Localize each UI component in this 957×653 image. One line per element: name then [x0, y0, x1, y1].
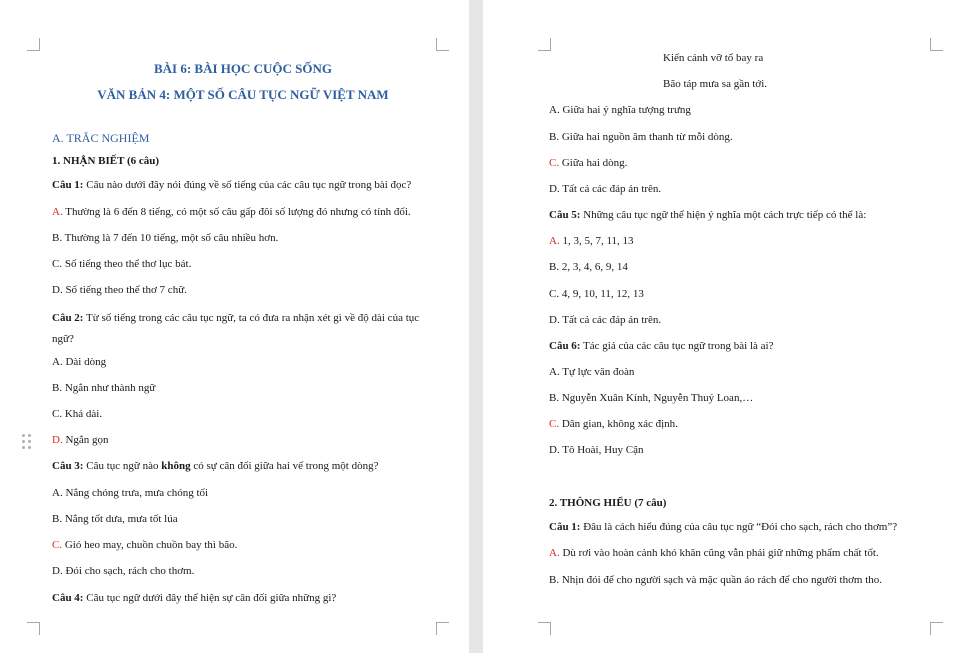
q6-option-b: B. Nguyễn Xuân Kính, Nguyễn Thuý Loan,… — [549, 392, 754, 404]
level-heading: 2. THÔNG HIỂU (7 câu) — [549, 497, 667, 509]
question-2-1 — [549, 520, 897, 534]
q5-option-c: C. 4, 9, 10, 11, 12, 13 — [549, 288, 644, 300]
q2-option-d — [52, 433, 109, 447]
question-emphasis: không — [161, 460, 191, 472]
option-text: Gió heo may, chuồn chuồn bay thì bão. — [62, 539, 238, 551]
q2-option-a: A. Dài dòng — [52, 356, 107, 368]
drag-handle-icon[interactable] — [22, 434, 32, 450]
question-1 — [52, 178, 411, 192]
option-text: Giữa hai dòng. — [559, 157, 628, 169]
option-letter: C. — [549, 157, 560, 169]
document-page-1 — [0, 0, 469, 653]
text-title: VĂN BẢN 4: MỘT SỐ CÂU TỤC NGỮ VIỆT NAM — [97, 87, 389, 102]
q4-option-d: D. Tất cả các đáp án trên. — [549, 183, 662, 195]
question-text: Tác giả của các câu tục ngữ trong bài là ai? — [580, 340, 774, 352]
level-heading: 1. NHẬN BIẾT (6 câu) — [52, 155, 160, 167]
q5-option-d: D. Tất cả các đáp án trên. — [549, 314, 662, 326]
question-text: Câu tục ngữ dưới đây thể hiện sự cân đối giữa những gì? — [83, 592, 337, 604]
question-label: Câu 1: — [52, 179, 84, 191]
crop-mark-top-right — [930, 38, 943, 51]
question-text: Từ số tiếng trong các câu tục ngữ, ta có đưa ra nhận xét gì về độ dài của tục ngữ? — [52, 312, 420, 345]
question-text: Những câu tục ngữ thể hiện ý nghĩa một cách trực tiếp có thể là: — [580, 209, 867, 221]
crop-mark-top-left — [538, 38, 551, 51]
proverb-line-2: Bão táp mưa sa gần tới. — [663, 78, 768, 90]
question-6 — [549, 339, 773, 353]
crop-mark-top-right — [436, 38, 449, 51]
q6-option-d: D. Tô Hoài, Huy Cận — [549, 444, 644, 456]
option-text: Ngắn gọn — [62, 434, 109, 446]
q1-option-d: D. Số tiếng theo thể thơ 7 chữ. — [52, 284, 187, 296]
q3-option-c — [52, 538, 237, 552]
q1-option-b: B. Thường là 7 đến 10 tiếng, một số câu nhiều hơn. — [52, 232, 279, 244]
q2-option-c: C. Khá dài. — [52, 408, 103, 420]
question-label: Câu 4: — [52, 592, 84, 604]
q4-option-a: A. Giữa hai ý nghĩa tượng trưng — [549, 104, 691, 116]
proverb-line-1: Kiến cánh vỡ tổ bay ra — [663, 52, 764, 64]
option-letter: D. — [52, 434, 63, 446]
q3-option-a: A. Nắng chóng trưa, mưa chóng tối — [52, 487, 209, 499]
question-label: Câu 5: — [549, 209, 581, 221]
option-text: 1, 3, 5, 7, 11, 13 — [559, 235, 634, 247]
option-letter: A. — [52, 206, 63, 218]
crop-mark-top-left — [27, 38, 40, 51]
q5-option-a — [549, 234, 634, 248]
q2-option-b: B. Ngắn như thành ngữ — [52, 382, 156, 394]
crop-mark-bottom-right — [930, 622, 943, 635]
question-5 — [549, 208, 866, 222]
q21-option-b: B. Nhịn đói để cho người sạch và mặc quần áo rách để cho người thơm tho. — [549, 574, 883, 586]
question-label: Câu 3: — [52, 460, 84, 472]
section-heading: A. TRẮC NGHIỆM — [52, 131, 150, 145]
question-3 — [52, 459, 379, 473]
question-text: Đâu là cách hiểu đúng của câu tục ngữ “Đói cho sạch, rách cho thơm”? — [580, 521, 898, 533]
q3-option-d: D. Đói cho sạch, rách cho thơm. — [52, 565, 195, 577]
question-4 — [52, 591, 336, 605]
q5-option-b: B. 2, 3, 4, 6, 9, 14 — [549, 261, 628, 273]
option-text: Dân gian, không xác định. — [559, 418, 678, 430]
option-letter: A. — [549, 235, 560, 247]
q4-option-c — [549, 156, 627, 170]
option-letter: C. — [549, 418, 560, 430]
question-text: có sự cân đối giữa hai vế trong một dòng? — [190, 460, 379, 472]
q1-option-a — [52, 205, 411, 219]
option-text: Thường là 6 đến 8 tiếng, có một số câu gấp đôi số lượng đó nhưng có tính đối. — [62, 206, 411, 218]
q3-option-b: B. Nắng tốt dưa, mưa tốt lúa — [52, 513, 178, 525]
option-text: Dù rơi vào hoàn cảnh khó khăn cũng vẫn phải giữ những phẩm chất tốt. — [559, 547, 879, 559]
q6-option-c — [549, 417, 678, 431]
question-label: Câu 6: — [549, 340, 581, 352]
question-2 — [52, 308, 442, 350]
crop-mark-bottom-right — [436, 622, 449, 635]
q21-option-a — [549, 546, 879, 560]
q4-option-b: B. Giữa hai nguồn âm thanh từ mỗi dòng. — [549, 131, 733, 143]
document-page-2 — [483, 0, 957, 653]
crop-mark-bottom-left — [538, 622, 551, 635]
question-text: Câu tục ngữ nào — [83, 460, 162, 472]
q1-option-c: C. Số tiếng theo thể thơ lục bát. — [52, 258, 192, 270]
option-letter: C. — [52, 539, 63, 551]
question-label: Câu 1: — [549, 521, 581, 533]
question-label: Câu 2: — [52, 312, 84, 324]
option-letter: A. — [549, 547, 560, 559]
question-text: Câu nào dưới đây nói đúng về số tiếng của các câu tục ngữ trong bài đọc? — [83, 179, 412, 191]
q6-option-a: A. Tự lực văn đoàn — [549, 366, 635, 378]
lesson-title: BÀI 6: BÀI HỌC CUỘC SỐNG — [153, 61, 333, 76]
crop-mark-bottom-left — [27, 622, 40, 635]
